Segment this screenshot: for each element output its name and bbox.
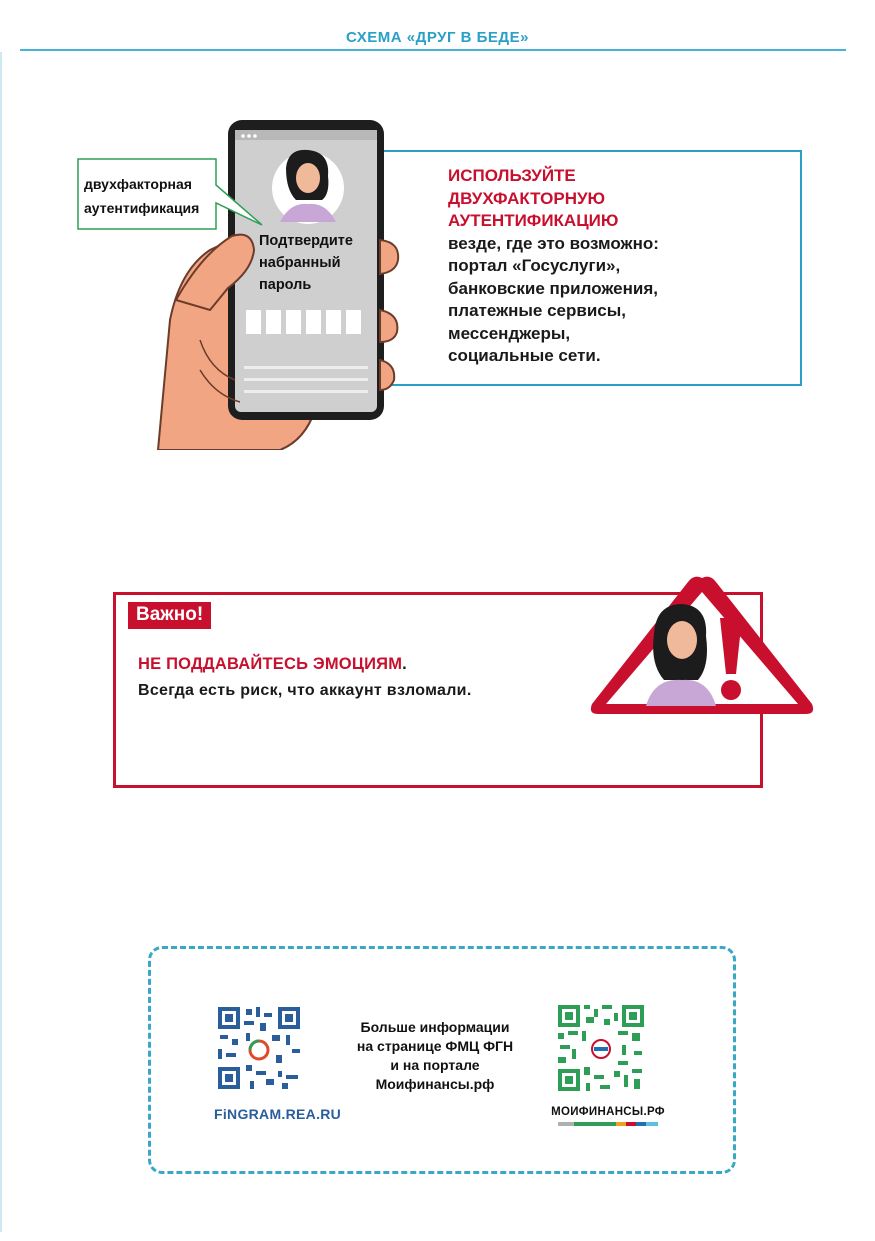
footer-line: и на портале <box>390 1057 480 1073</box>
fingram-qr-code[interactable] <box>216 1005 302 1091</box>
info-title-line: ДВУХФАКТОРНУЮ <box>448 188 606 208</box>
fingram-link[interactable]: FiNGRAM.REA.RU <box>214 1106 342 1122</box>
info-title-line: ИСПОЛЬЗУЙТЕ <box>448 166 576 185</box>
header-divider <box>20 49 846 51</box>
info-title-line: АУТЕНТИФИКАЦИЮ <box>448 211 619 230</box>
bubble-line: двухфакторная <box>84 176 192 192</box>
phone-screen-text <box>259 230 369 296</box>
moifinansy-color-bar <box>558 1122 658 1128</box>
important-badge: Важно! <box>128 602 211 629</box>
warning-triangle-icon <box>584 570 820 720</box>
page-title: СХЕМА «ДРУГ В БЕДЕ» <box>346 29 529 46</box>
phone-line: Подтвердите <box>259 233 353 249</box>
info-text <box>448 165 788 368</box>
phone-line: пароль <box>259 277 312 293</box>
warning-title <box>138 655 407 674</box>
warning-title-text: НЕ ПОДДАВАЙТЕСЬ ЭМОЦИЯМ <box>138 655 403 673</box>
footer-line: на странице ФМЦ ФГН <box>356 1038 514 1054</box>
moifinansy-qr-code[interactable] <box>556 1003 646 1093</box>
footer-line: Моифинансы.рф <box>375 1076 495 1092</box>
footer-line: Больше информации <box>360 1019 510 1035</box>
bubble-line: аутентификация <box>84 200 200 216</box>
moifinansy-link[interactable]: МОИФИНАНСЫ.РФ <box>551 1106 665 1118</box>
info-body-line: везде, где это возможно: <box>448 233 659 253</box>
page-edge-line <box>0 52 2 1232</box>
info-body-line: портал «Госуслуги», <box>448 256 621 275</box>
phone-line: набранный <box>259 255 341 271</box>
info-body-line: банковские приложения, <box>448 278 658 298</box>
info-body-line: мессенджеры, <box>448 323 571 343</box>
warning-title-period: . <box>402 655 407 673</box>
info-body-line: платежные сервисы, <box>448 301 626 320</box>
bubble-text <box>84 172 224 220</box>
footer-info-text <box>330 1018 540 1094</box>
warning-subtitle: Всегда есть риск, что аккаунт взломали. <box>138 682 472 699</box>
info-body-line: социальные сети. <box>448 346 601 365</box>
